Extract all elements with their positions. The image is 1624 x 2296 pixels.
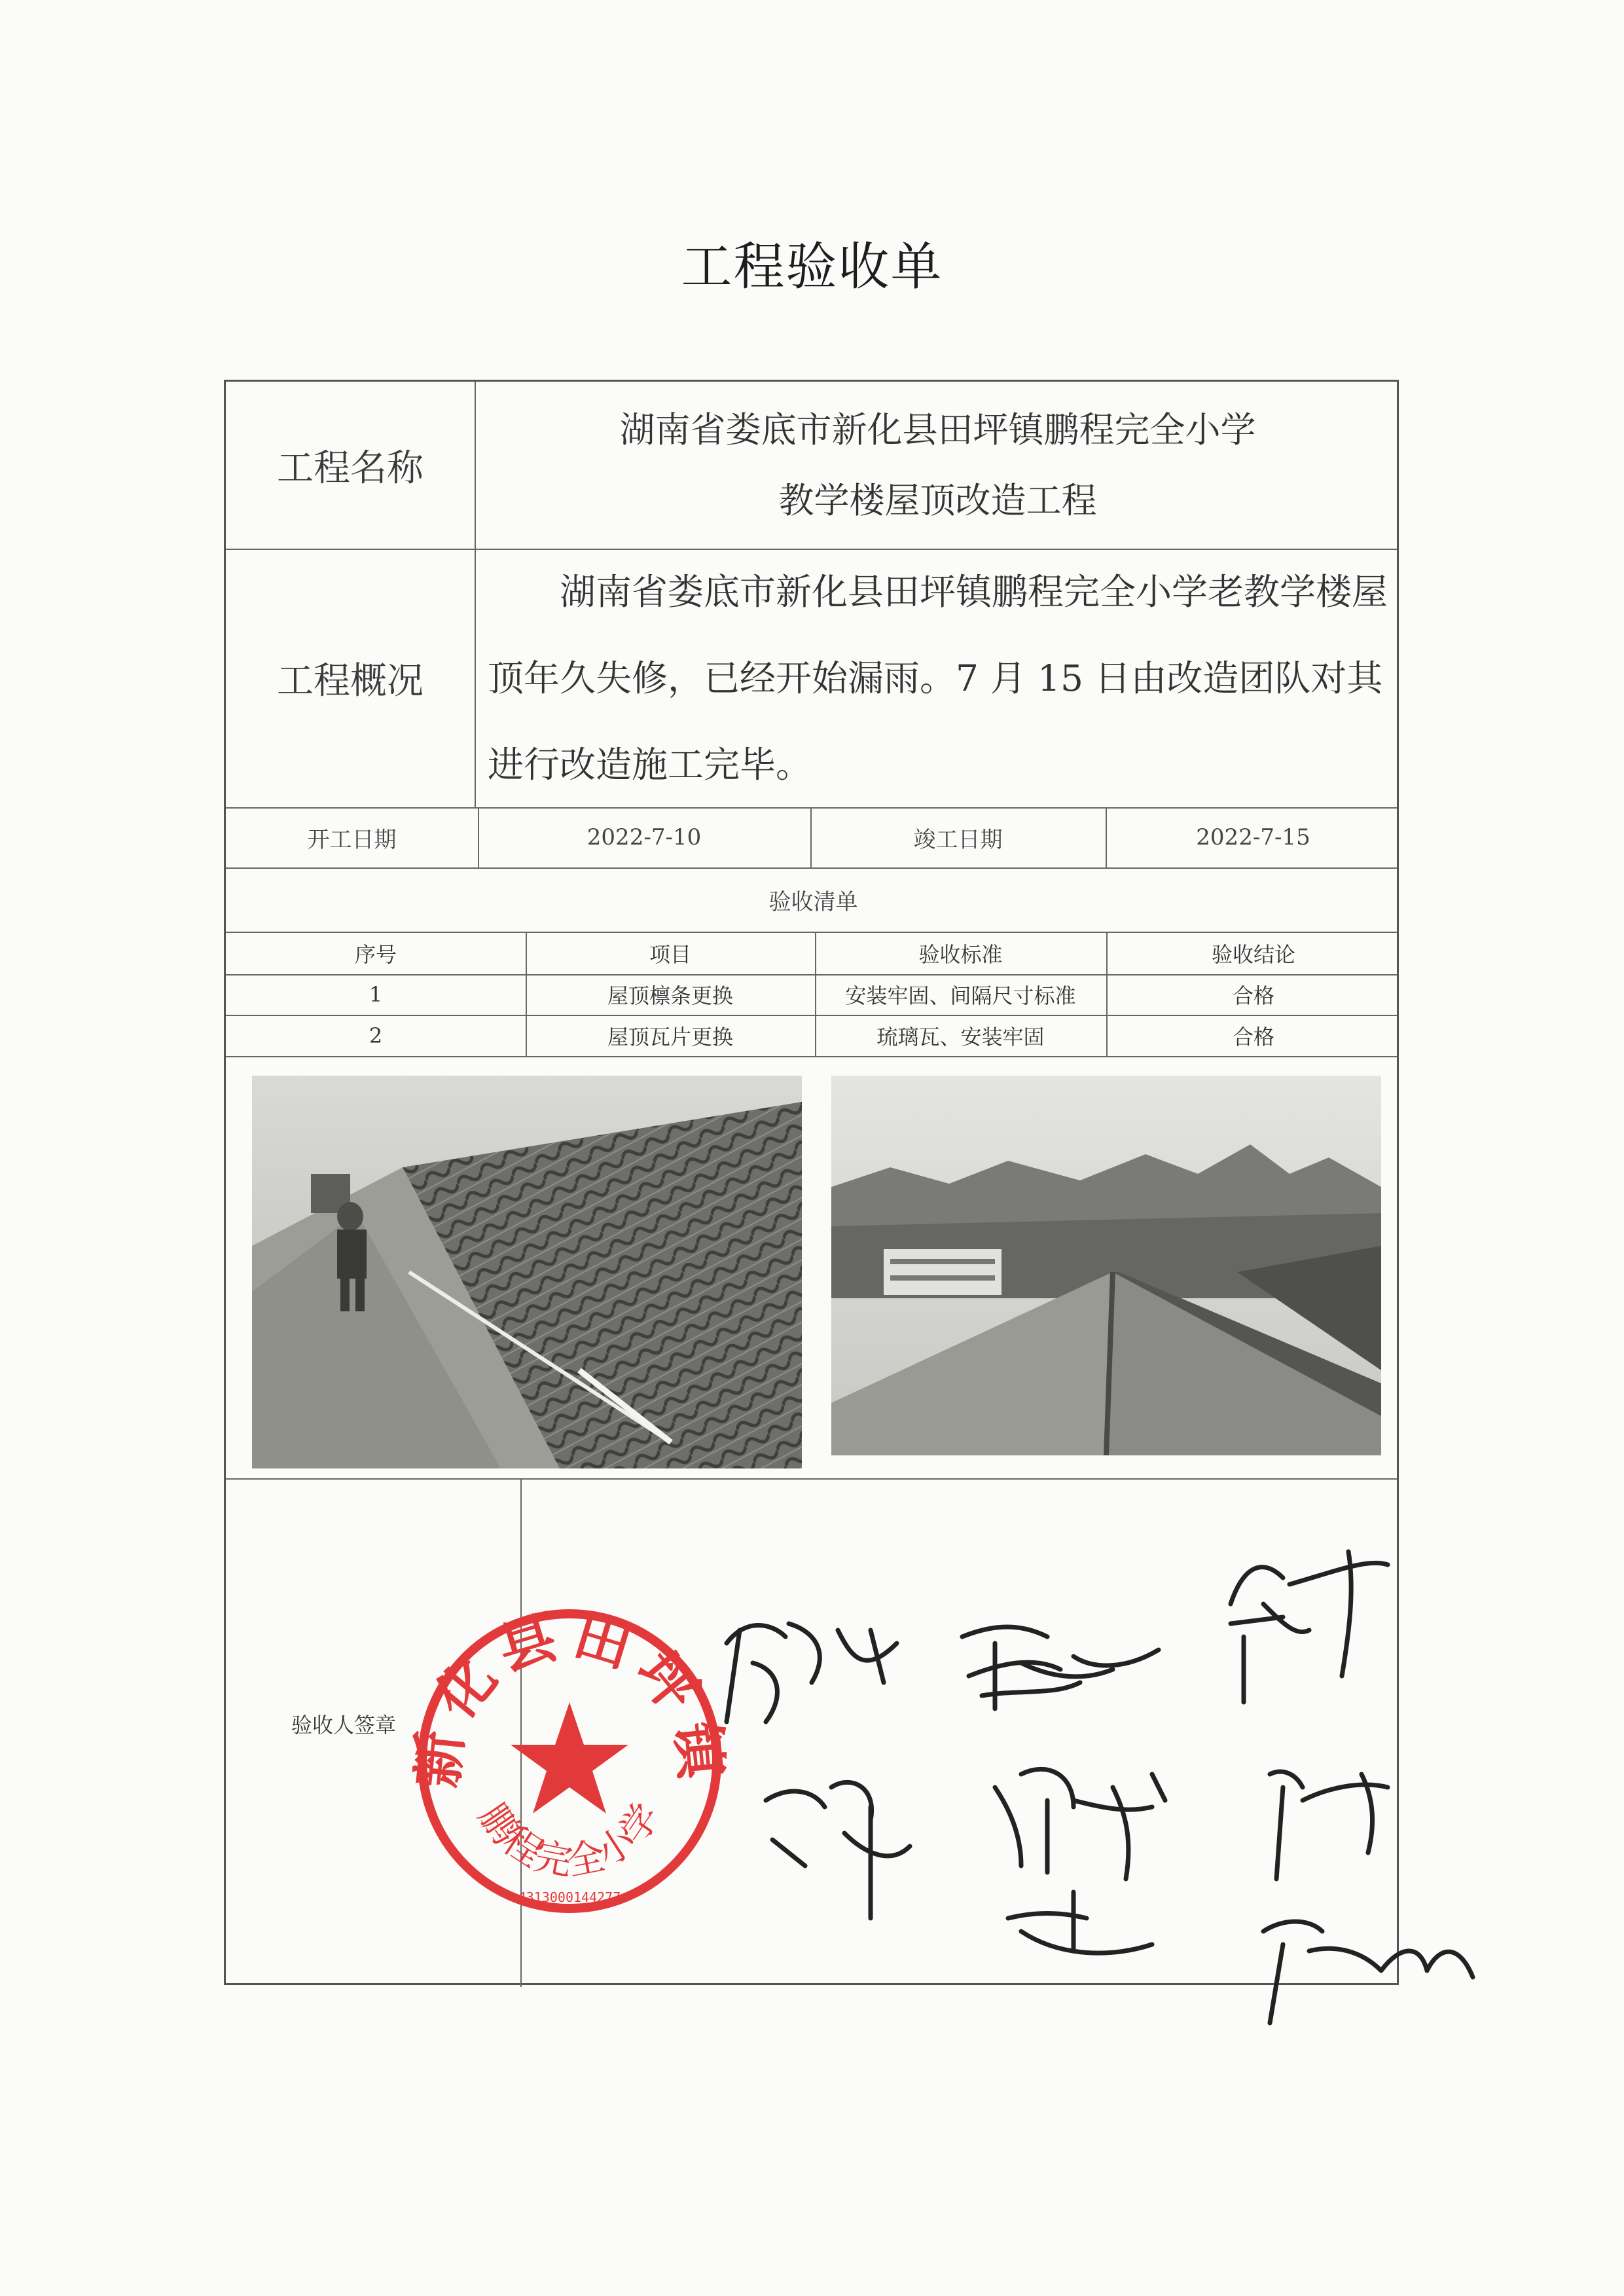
table-row-1-standard: 安装牢固、间隔尺寸标准	[845, 983, 1076, 1008]
table-row-2-result: 合格	[1232, 1024, 1274, 1049]
table-row-2-no: 2	[369, 1023, 383, 1048]
checklist-header-result: 验收结论	[1211, 941, 1295, 967]
svg-text:鹏程完全小学: 鹏程完全小学	[470, 1795, 669, 1885]
checklist-header-item: 项目	[649, 941, 691, 967]
start-date-value: 2022-7-10	[586, 824, 702, 850]
document-title: 工程验收单	[681, 238, 943, 297]
checklist-title: 验收清单	[768, 888, 858, 915]
project-overview-text: 湖南省娄底市新化县田坪镇鹏程完全小学老教学楼屋顶年久失修，已经开始漏雨。7 月 15 日由改造团队对其进行改造施工完毕。	[488, 571, 1388, 786]
svg-text:新化县田坪镇: 化县田坪	[422, 1604, 717, 1732]
table-row-2-item: 屋顶瓦片更换	[607, 1024, 733, 1049]
table-row-2-standard: 琉璃瓦、安装牢固	[876, 1024, 1045, 1049]
table-row-1-item: 屋顶檩条更换	[607, 983, 733, 1008]
end-date-label: 竣工日期	[913, 826, 1003, 853]
signature-label: 验收人签章	[291, 1713, 397, 1738]
project-overview-label: 工程概况	[277, 659, 424, 702]
star-icon	[511, 1702, 628, 1813]
start-date-label: 开工日期	[307, 826, 397, 853]
svg-text:4313000144277: 4313000144277	[518, 1889, 621, 1905]
project-name-line2: 教学楼屋顶改造工程	[778, 479, 1097, 521]
roof-tiles-photo	[252, 1076, 802, 1468]
end-date-value: 2022-7-15	[1196, 824, 1310, 850]
handwritten-signatures	[655, 1525, 1506, 2049]
checklist-header-standard: 验收标准	[918, 941, 1003, 967]
table-row-1-result: 合格	[1232, 983, 1274, 1008]
project-name-label: 工程名称	[277, 446, 424, 490]
checklist-header-no: 序号	[354, 941, 397, 967]
project-name-line1: 湖南省娄底市新化县田坪镇鹏程完全小学	[619, 409, 1256, 450]
finished-roof-photo	[831, 1076, 1381, 1455]
table-row-1-no: 1	[369, 982, 383, 1007]
